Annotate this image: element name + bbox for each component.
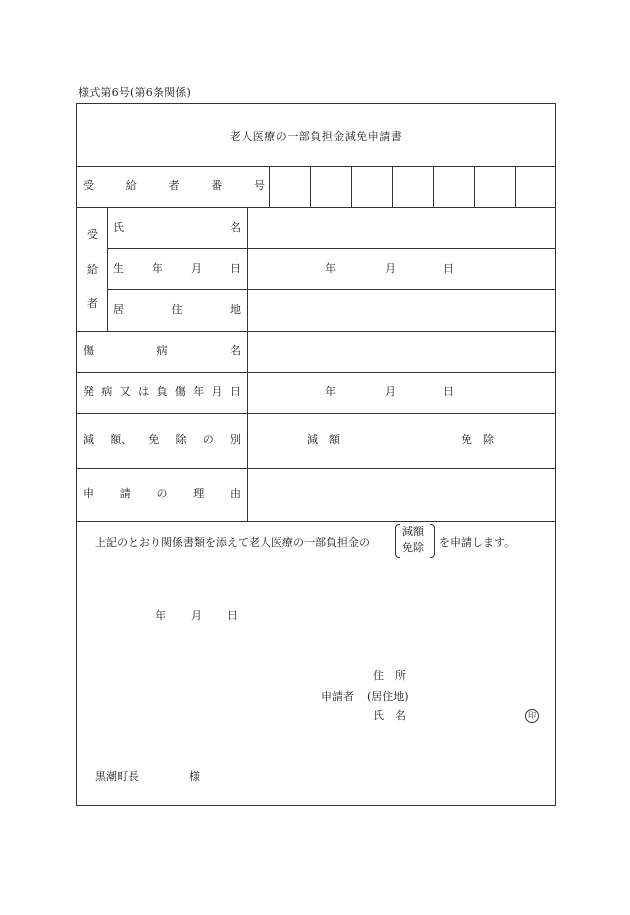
row-divider xyxy=(77,331,555,332)
reason-label: 申 請 の 理 由 xyxy=(83,487,241,500)
choice-reduction[interactable]: 減額 xyxy=(402,525,424,538)
birth-day-unit: 日 xyxy=(443,262,454,275)
row-divider xyxy=(107,289,555,290)
right-bracket xyxy=(430,524,435,558)
recipient-group-label-2: 給 xyxy=(87,263,98,276)
row-divider xyxy=(77,413,555,414)
applicant-label: 申請者 xyxy=(321,690,354,703)
row-divider xyxy=(77,468,555,469)
statement-text: 上記のとおり関係書類を添えて老人医療の一部負担金の xyxy=(95,536,370,549)
column-divider xyxy=(247,207,248,521)
reduction-type-label: 減 額、 免 除 の 別 xyxy=(83,433,241,446)
row-divider xyxy=(77,207,555,208)
onset-date-label: 発 病 又 は 負 傷 年 月 日 xyxy=(83,385,241,398)
column-divider xyxy=(107,207,108,331)
address-label: 居 住 地 xyxy=(113,303,241,316)
birth-month-unit: 月 xyxy=(385,262,396,275)
applicant-address-label: 住 所 xyxy=(373,669,406,682)
option-reduction[interactable]: 減 額 xyxy=(307,433,340,446)
recipient-group-label-3: 者 xyxy=(87,297,98,310)
addressee: 黒潮町長 xyxy=(95,770,139,783)
application-month-unit: 月 xyxy=(191,609,202,622)
birth-year-unit: 年 xyxy=(325,262,336,275)
number-box-divider xyxy=(351,166,352,207)
birthdate-label: 生 年 月 日 xyxy=(113,262,241,275)
onset-month-unit: 月 xyxy=(385,385,396,398)
statement-choice-bracket xyxy=(395,522,435,562)
form-number: 様式第6号(第6条関係) xyxy=(78,86,191,99)
left-bracket xyxy=(395,524,400,558)
addressee-honorific: 様 xyxy=(189,770,200,783)
statement-text-end: を申請します。 xyxy=(439,536,516,549)
number-box-divider xyxy=(310,166,311,207)
row-divider xyxy=(107,248,555,249)
recipient-group-label-1: 受 xyxy=(87,228,98,241)
number-box-divider xyxy=(515,166,516,207)
row-divider xyxy=(77,521,555,522)
applicant-name-label: 氏 名 xyxy=(373,709,406,722)
onset-year-unit: 年 xyxy=(325,385,336,398)
choice-exemption[interactable]: 免除 xyxy=(402,541,424,554)
number-box-divider xyxy=(269,166,270,207)
form-title: 老人医療の一部負担金減免申請書 xyxy=(229,130,403,143)
number-box-divider xyxy=(474,166,475,207)
application-form xyxy=(76,103,556,806)
number-box-divider xyxy=(392,166,393,207)
row-divider xyxy=(77,372,555,373)
seal-mark: 印 xyxy=(525,709,539,723)
application-day-unit: 日 xyxy=(227,609,238,622)
option-exemption[interactable]: 免 除 xyxy=(461,433,494,446)
name-label: 氏 名 xyxy=(113,221,241,234)
number-box-divider xyxy=(433,166,434,207)
application-year-unit: 年 xyxy=(155,609,166,622)
disease-label: 傷 病 名 xyxy=(83,344,241,357)
onset-day-unit: 日 xyxy=(443,385,454,398)
applicant-residence-label: (居住地) xyxy=(367,690,409,703)
recipient-number-label: 受 給 者 番 号 xyxy=(83,179,265,192)
row-divider xyxy=(77,166,555,167)
